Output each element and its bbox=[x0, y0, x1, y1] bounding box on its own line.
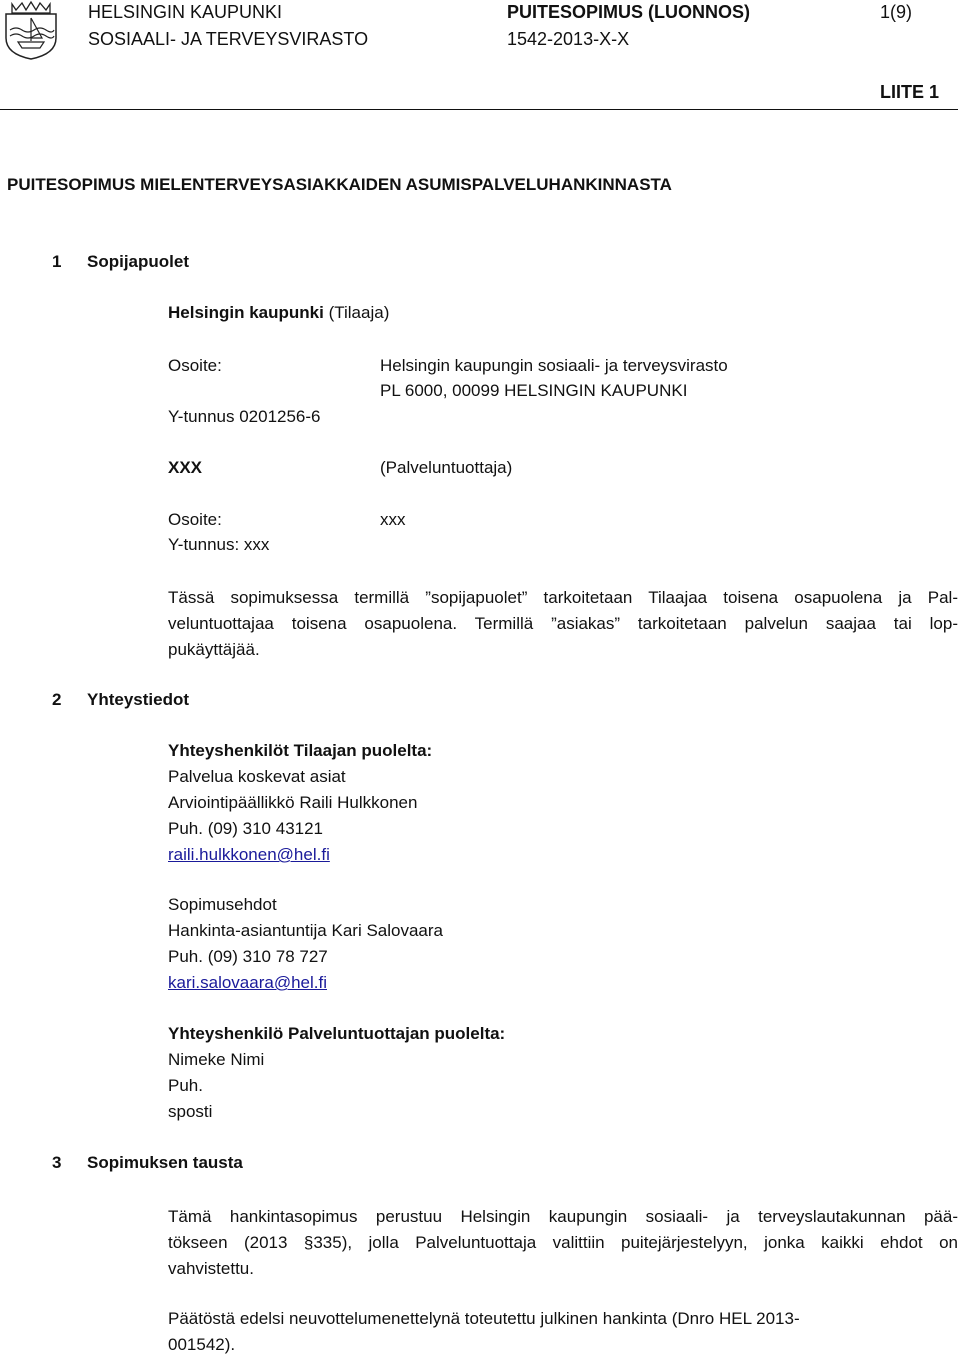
section-3-title: Sopimuksen tausta bbox=[87, 1153, 243, 1172]
provider-contacts-heading: Yhteyshenkilö Palveluntuottajan puolelta: bbox=[168, 1024, 506, 1043]
provider-role: (Palveluntuottaja) bbox=[380, 458, 513, 477]
contact-1-topic: Palvelua koskevat asiat bbox=[168, 767, 346, 786]
org-name: HELSINGIN KAUPUNKI bbox=[88, 2, 283, 22]
doc-number: 1542-2013-X-X bbox=[507, 29, 630, 49]
background-p2-line-2: 001542). bbox=[168, 1335, 236, 1354]
contact-1-email-link[interactable]: raili.hulkkonen@hel.fi bbox=[168, 845, 330, 864]
page-number: 1(9) bbox=[880, 2, 913, 22]
section-1-number: 1 bbox=[52, 252, 62, 271]
header-divider bbox=[0, 109, 958, 110]
tilaaja-contacts-heading: Yhteyshenkilöt Tilaajan puolelta: bbox=[168, 741, 433, 760]
tilaaja-business-id: Y-tunnus 0201256-6 bbox=[168, 407, 321, 426]
tilaaja-role: (Tilaaja) bbox=[328, 303, 390, 322]
provider-address-label: Osoite: bbox=[168, 510, 222, 529]
contact-2-phone: Puh. (09) 310 78 727 bbox=[168, 947, 328, 966]
provider-contact-phone: Puh. bbox=[168, 1076, 203, 1095]
background-paragraph-2 bbox=[168, 1306, 908, 1358]
section-2-number: 2 bbox=[52, 690, 62, 709]
provider-contact-email: sposti bbox=[168, 1102, 213, 1121]
appendix-label: LIITE 1 bbox=[880, 82, 940, 102]
definition-line-1: Tässä sopimuksessa termillä ”sopijapuolet” tarkoitetaan Tilaajaa toisena osapuolena ja Pal- bbox=[168, 588, 958, 607]
document-title: PUITESOPIMUS MIELENTERVEYSASIAKKAIDEN ASUMISPALVELUHANKINNASTA bbox=[7, 175, 672, 194]
provider-address: xxx bbox=[380, 510, 406, 529]
tilaaja-name: Helsingin kaupunki bbox=[168, 303, 324, 322]
contact-2-name: Hankinta-asiantuntija Kari Salovaara bbox=[168, 921, 443, 940]
tilaaja-line bbox=[168, 303, 389, 323]
background-paragraph-1 bbox=[168, 1204, 958, 1282]
tilaaja-address-label: Osoite: bbox=[168, 356, 222, 375]
org-department: SOSIAALI- JA TERVEYSVIRASTO bbox=[88, 29, 369, 49]
section-1-title: Sopijapuolet bbox=[87, 252, 189, 271]
helsinki-coat-of-arms-icon bbox=[2, 0, 60, 60]
contact-2-email-link[interactable]: kari.salovaara@hel.fi bbox=[168, 973, 327, 992]
provider-contact-name: Nimeke Nimi bbox=[168, 1050, 265, 1069]
definition-line-3: pukäyttäjää. bbox=[168, 640, 260, 659]
provider-business-id: Y-tunnus: xxx bbox=[168, 535, 270, 554]
background-p1-line-1: Tämä hankintasopimus perustuu Helsingin kaupungin sosiaali- ja terveyslautakunnan pää- bbox=[168, 1207, 958, 1226]
definition-paragraph bbox=[168, 585, 958, 663]
contact-2-topic: Sopimusehdot bbox=[168, 895, 277, 914]
background-p1-line-2: tökseen (2013 §335), jolla Palveluntuottaja valittiin puitejärjestelyyn, jonka kaikki ehdot on bbox=[168, 1233, 958, 1252]
background-p1-line-3: vahvistettu. bbox=[168, 1259, 254, 1278]
tilaaja-address-line2: PL 6000, 00099 HELSINGIN KAUPUNKI bbox=[380, 381, 688, 400]
contact-1-phone: Puh. (09) 310 43121 bbox=[168, 819, 324, 838]
section-3-number: 3 bbox=[52, 1153, 62, 1172]
tilaaja-address-line1: Helsingin kaupungin sosiaali- ja terveysvirasto bbox=[380, 356, 728, 375]
doc-title: PUITESOPIMUS (LUONNOS) bbox=[507, 2, 751, 22]
definition-line-2: veluntuottajaa toisena osapuolena. Termillä ”asiakas” tarkoitetaan palvelun saajaa tai lop- bbox=[168, 614, 958, 633]
section-2-title: Yhteystiedot bbox=[87, 690, 190, 709]
background-p2-line-1: Päätöstä edelsi neuvottelumenettelynä toteutettu julkinen hankinta (Dnro HEL 2013- bbox=[168, 1309, 800, 1328]
contact-1-name: Arviointipäällikkö Raili Hulkkonen bbox=[168, 793, 418, 812]
provider-name: XXX bbox=[168, 458, 203, 477]
